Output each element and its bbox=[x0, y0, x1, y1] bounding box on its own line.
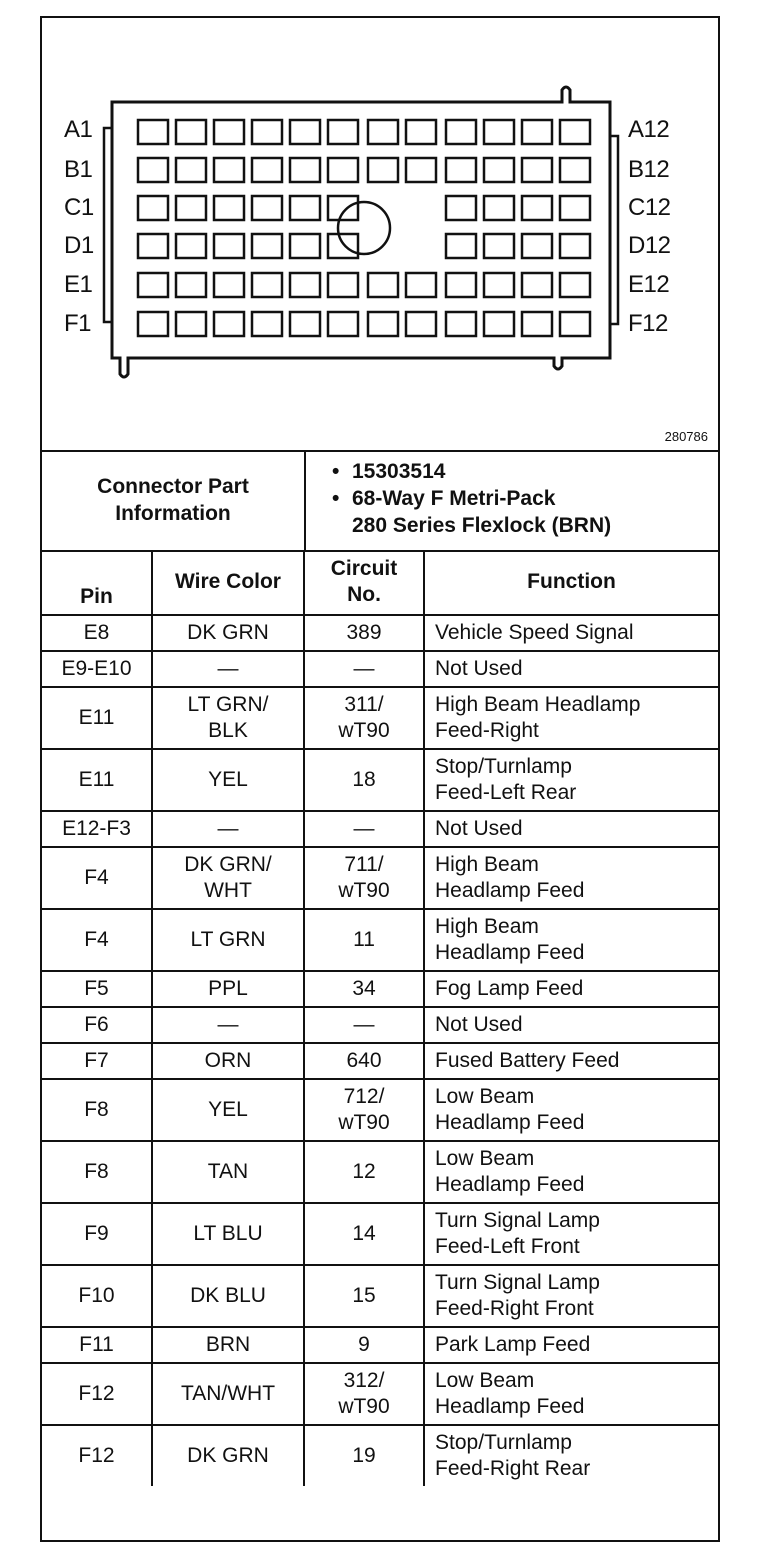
function-cell: Fog Lamp Feed bbox=[424, 971, 718, 1007]
pin-cavity bbox=[368, 312, 398, 336]
pin-cavity bbox=[484, 120, 514, 144]
pin-header: Pin bbox=[42, 550, 152, 615]
pin-cavity bbox=[560, 120, 590, 144]
circuit-cell: 11 bbox=[304, 909, 424, 971]
wire-color-cell: — bbox=[152, 651, 304, 687]
pin-cell: F12 bbox=[42, 1363, 152, 1425]
pin-cavity bbox=[446, 312, 476, 336]
function-cell: High Beam Headlamp Feed bbox=[424, 909, 718, 971]
circuit-cell: 712/ wT90 bbox=[304, 1079, 424, 1141]
pin-cavity bbox=[446, 234, 476, 258]
table-row bbox=[42, 1327, 718, 1363]
connector-outline bbox=[42, 18, 718, 450]
pin-cavity bbox=[252, 273, 282, 297]
function-cell: High Beam Headlamp Feed-Right bbox=[424, 687, 718, 749]
connector-part-information bbox=[42, 450, 718, 552]
function-header: Function bbox=[424, 550, 718, 615]
pin-cavity bbox=[560, 234, 590, 258]
pin-cavity bbox=[176, 234, 206, 258]
pin-cavity bbox=[176, 158, 206, 182]
pin-cavities bbox=[138, 120, 590, 336]
pin-cell: F12 bbox=[42, 1425, 152, 1486]
function-cell: Fused Battery Feed bbox=[424, 1043, 718, 1079]
row-label-right: B12 bbox=[628, 156, 670, 183]
pin-cavity bbox=[214, 120, 244, 144]
pin-cavity bbox=[176, 196, 206, 220]
pin-cell: E9-E10 bbox=[42, 651, 152, 687]
pin-cavity bbox=[138, 120, 168, 144]
function-cell: Stop/Turnlamp Feed-Right Rear bbox=[424, 1425, 718, 1486]
wire-color-cell: — bbox=[152, 811, 304, 847]
part-info-details bbox=[332, 458, 712, 539]
wire-color-cell: LT GRN/ BLK bbox=[152, 687, 304, 749]
pin-cavity bbox=[138, 273, 168, 297]
wire-color-cell: LT BLU bbox=[152, 1203, 304, 1265]
wire-color-cell: YEL bbox=[152, 1079, 304, 1141]
function-cell: Low Beam Headlamp Feed bbox=[424, 1363, 718, 1425]
table-row bbox=[42, 1203, 718, 1265]
circuit-cell: 14 bbox=[304, 1203, 424, 1265]
pin-cavity bbox=[484, 273, 514, 297]
pin-cavity bbox=[484, 312, 514, 336]
circuit-cell: — bbox=[304, 651, 424, 687]
pin-cell: F6 bbox=[42, 1007, 152, 1043]
pin-cell: F10 bbox=[42, 1265, 152, 1327]
pin-cell: F8 bbox=[42, 1141, 152, 1203]
figure-id: 280786 bbox=[664, 429, 708, 444]
pin-cavity bbox=[214, 234, 244, 258]
pin-cell: F5 bbox=[42, 971, 152, 1007]
pin-cavity bbox=[522, 273, 552, 297]
function-cell: Not Used bbox=[424, 811, 718, 847]
circuit-cell: 12 bbox=[304, 1141, 424, 1203]
wire-color-cell: TAN/WHT bbox=[152, 1363, 304, 1425]
pin-cavity bbox=[138, 312, 168, 336]
pin-table bbox=[42, 550, 718, 1486]
row-label-left: F1 bbox=[64, 310, 92, 337]
pin-cavity bbox=[138, 158, 168, 182]
wire-color-cell: TAN bbox=[152, 1141, 304, 1203]
circuit-header bbox=[304, 550, 424, 615]
circuit-cell: — bbox=[304, 1007, 424, 1043]
pin-cavity bbox=[406, 312, 436, 336]
pin-cell: E8 bbox=[42, 615, 152, 651]
pin-cavity bbox=[484, 158, 514, 182]
wire-color-cell: DK GRN bbox=[152, 1425, 304, 1486]
center-bolt-hole bbox=[338, 202, 390, 254]
pin-cavity bbox=[446, 158, 476, 182]
pin-cavity bbox=[446, 273, 476, 297]
pin-cavity bbox=[290, 196, 320, 220]
pin-cavity bbox=[290, 120, 320, 144]
circuit-cell: 15 bbox=[304, 1265, 424, 1327]
pin-cell: F7 bbox=[42, 1043, 152, 1079]
pin-cavity bbox=[368, 158, 398, 182]
pin-cell: E11 bbox=[42, 687, 152, 749]
row-label-left: E1 bbox=[64, 271, 93, 298]
row-label-right: F12 bbox=[628, 310, 668, 337]
row-label-left: C1 bbox=[64, 194, 94, 221]
pin-cell: F11 bbox=[42, 1327, 152, 1363]
pin-cavity bbox=[214, 196, 244, 220]
circuit-header-line: Circuit bbox=[330, 557, 398, 580]
circuit-cell: 9 bbox=[304, 1327, 424, 1363]
wire-color-cell: LT GRN bbox=[152, 909, 304, 971]
pin-cavity bbox=[560, 158, 590, 182]
table-row bbox=[42, 847, 718, 909]
circuit-cell: 312/ wT90 bbox=[304, 1363, 424, 1425]
circuit-cell: 34 bbox=[304, 971, 424, 1007]
pin-cavity bbox=[522, 158, 552, 182]
pin-cavity bbox=[176, 312, 206, 336]
connector-sheet bbox=[40, 16, 720, 1542]
table-row bbox=[42, 1265, 718, 1327]
pin-cavity bbox=[328, 120, 358, 144]
pin-cell: E12-F3 bbox=[42, 811, 152, 847]
pin-cavity bbox=[484, 196, 514, 220]
table-row bbox=[42, 1007, 718, 1043]
pin-cavity bbox=[522, 312, 552, 336]
wire-color-cell: DK GRN bbox=[152, 615, 304, 651]
connector-face-diagram bbox=[42, 18, 718, 452]
wire-color-cell: DK GRN/ WHT bbox=[152, 847, 304, 909]
pin-cavity bbox=[290, 158, 320, 182]
pin-cavity bbox=[252, 120, 282, 144]
circuit-header-line: No. bbox=[347, 583, 381, 606]
pin-cell: F4 bbox=[42, 847, 152, 909]
pin-cavity bbox=[406, 120, 436, 144]
table-header-row bbox=[42, 550, 718, 615]
pin-cavity bbox=[328, 312, 358, 336]
circuit-cell: 389 bbox=[304, 615, 424, 651]
pin-cavity bbox=[252, 196, 282, 220]
pin-cavity bbox=[406, 273, 436, 297]
table-row bbox=[42, 811, 718, 847]
function-cell: Turn Signal Lamp Feed-Left Front bbox=[424, 1203, 718, 1265]
pin-cell: F8 bbox=[42, 1079, 152, 1141]
connector-housing bbox=[112, 87, 610, 377]
function-cell: Stop/Turnlamp Feed-Left Rear bbox=[424, 749, 718, 811]
pin-cavity bbox=[252, 158, 282, 182]
pin-cavity bbox=[484, 234, 514, 258]
table-row bbox=[42, 1079, 718, 1141]
wire-color-header: Wire Color bbox=[152, 550, 304, 615]
pin-cavity bbox=[328, 273, 358, 297]
function-cell: Not Used bbox=[424, 651, 718, 687]
function-cell: Low Beam Headlamp Feed bbox=[424, 1141, 718, 1203]
function-cell: Vehicle Speed Signal bbox=[424, 615, 718, 651]
pin-cavity bbox=[368, 273, 398, 297]
pin-cell: F9 bbox=[42, 1203, 152, 1265]
wire-color-cell: YEL bbox=[152, 749, 304, 811]
row-label-right: C12 bbox=[628, 194, 671, 221]
circuit-cell: 711/ wT90 bbox=[304, 847, 424, 909]
table-row bbox=[42, 651, 718, 687]
row-label-left: A1 bbox=[64, 116, 93, 143]
row-label-right: A12 bbox=[628, 116, 670, 143]
part-number: • 15303514 bbox=[332, 458, 712, 485]
function-cell: Park Lamp Feed bbox=[424, 1327, 718, 1363]
pin-cavity bbox=[176, 273, 206, 297]
wire-color-cell: ORN bbox=[152, 1043, 304, 1079]
table-row bbox=[42, 1141, 718, 1203]
pin-cavity bbox=[138, 234, 168, 258]
pin-cavity bbox=[138, 196, 168, 220]
pin-cavity bbox=[252, 234, 282, 258]
wire-color-cell: DK BLU bbox=[152, 1265, 304, 1327]
table-row bbox=[42, 971, 718, 1007]
pin-cavity bbox=[560, 273, 590, 297]
table-row bbox=[42, 687, 718, 749]
circuit-cell: — bbox=[304, 811, 424, 847]
pin-cavity bbox=[252, 312, 282, 336]
row-label-left: B1 bbox=[64, 156, 93, 183]
pin-cavity bbox=[328, 196, 358, 220]
pin-cavity bbox=[214, 273, 244, 297]
table-row bbox=[42, 1043, 718, 1079]
part-info-heading-line: Connector Part bbox=[97, 475, 249, 498]
pin-cavity bbox=[328, 158, 358, 182]
pin-cavity bbox=[406, 158, 436, 182]
connector-description: • 68-Way F Metri-Pack 280 Series Flexlock (BRN) bbox=[332, 485, 712, 539]
pin-cavity bbox=[290, 234, 320, 258]
circuit-cell: 640 bbox=[304, 1043, 424, 1079]
pin-cavity bbox=[290, 312, 320, 336]
table-row bbox=[42, 909, 718, 971]
function-cell: Turn Signal Lamp Feed-Right Front bbox=[424, 1265, 718, 1327]
pin-cavity bbox=[214, 158, 244, 182]
wire-color-cell: — bbox=[152, 1007, 304, 1043]
table-row bbox=[42, 1425, 718, 1486]
row-label-right: E12 bbox=[628, 271, 670, 298]
pin-cavity bbox=[522, 234, 552, 258]
pin-cavity bbox=[176, 120, 206, 144]
pin-cell: F4 bbox=[42, 909, 152, 971]
pin-cavity bbox=[446, 120, 476, 144]
pin-cavity bbox=[560, 196, 590, 220]
pin-cavity bbox=[560, 312, 590, 336]
wire-color-cell: PPL bbox=[152, 971, 304, 1007]
circuit-cell: 19 bbox=[304, 1425, 424, 1486]
row-label-right: D12 bbox=[628, 232, 671, 259]
pin-cavity bbox=[522, 120, 552, 144]
table-row bbox=[42, 749, 718, 811]
pin-cavity bbox=[522, 196, 552, 220]
table-row bbox=[42, 1363, 718, 1425]
pin-cavity bbox=[290, 273, 320, 297]
function-cell: Not Used bbox=[424, 1007, 718, 1043]
pin-cavity bbox=[446, 196, 476, 220]
part-info-heading bbox=[42, 450, 306, 550]
pin-cell: E11 bbox=[42, 749, 152, 811]
row-label-left: D1 bbox=[64, 232, 94, 259]
part-info-heading-line: Information bbox=[115, 502, 231, 525]
circuit-cell: 311/ wT90 bbox=[304, 687, 424, 749]
pin-cavity bbox=[328, 234, 358, 258]
wire-color-cell: BRN bbox=[152, 1327, 304, 1363]
function-cell: High Beam Headlamp Feed bbox=[424, 847, 718, 909]
function-cell: Low Beam Headlamp Feed bbox=[424, 1079, 718, 1141]
pin-cavity bbox=[368, 120, 398, 144]
pin-cavity bbox=[214, 312, 244, 336]
circuit-cell: 18 bbox=[304, 749, 424, 811]
table-row bbox=[42, 615, 718, 651]
